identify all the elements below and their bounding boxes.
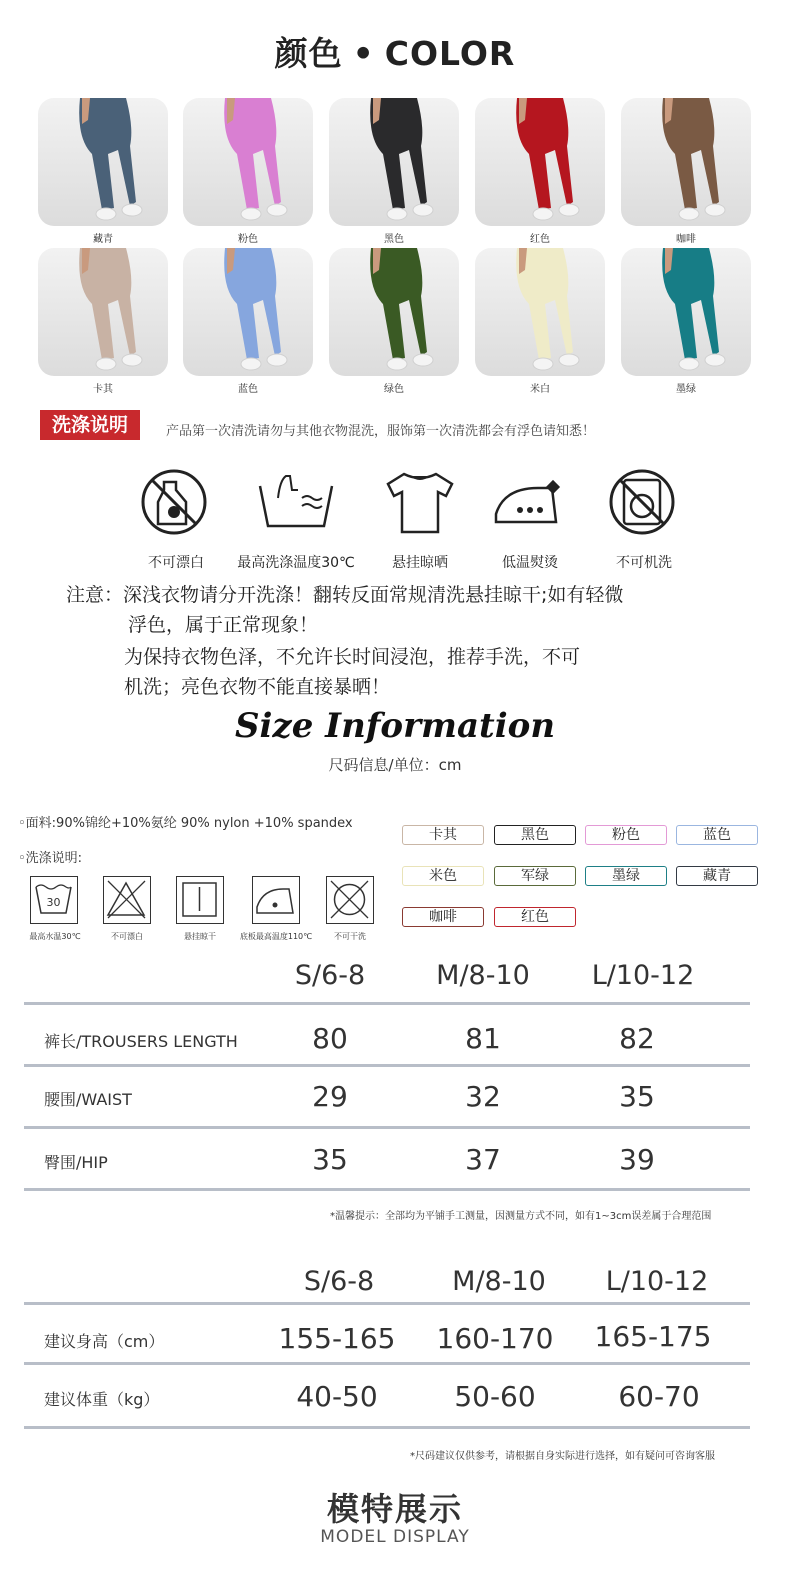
row-label-height: 建议身高（cm）	[44, 1332, 165, 1351]
water-temp-value: 30	[46, 896, 61, 909]
iron-110-label: 底板最高温度110℃	[239, 932, 313, 941]
leggings-figure-icon	[329, 98, 459, 226]
color-swatch[interactable]	[183, 248, 313, 376]
notice-line-4: 机洗；亮色衣物不能直接暴晒！	[124, 676, 391, 698]
notice-line-2: 浮色，属于正常现象！	[128, 614, 319, 636]
swatch-label: 蓝色	[238, 384, 258, 395]
hip-m: 37	[465, 1143, 501, 1176]
color-title-en: COLOR	[384, 34, 516, 73]
size-header-s: S/6-8	[294, 960, 366, 991]
weight-m: 50-60	[454, 1380, 536, 1413]
recommend-tip: *尺码建议仅供参考，请根据自身实际进行选择，如有疑问可咨询客服	[410, 1451, 715, 1462]
color-swatch[interactable]	[621, 98, 751, 226]
leggings-figure-icon	[475, 98, 605, 226]
swatch-label: 黑色	[384, 234, 404, 245]
notice-line-3: 为保持衣物色泽，不允许长时间浸泡，推荐手洗，不可	[124, 646, 581, 668]
hang-dry-icon	[380, 468, 460, 538]
color-swatch[interactable]	[475, 248, 605, 376]
table-divider	[24, 1426, 750, 1429]
no-bleach-label: 不可漂白	[148, 555, 204, 571]
color-option-box[interactable]: 黑色	[494, 825, 576, 845]
color-option-box[interactable]: 藏青	[676, 866, 758, 886]
hang-dry-small-label: 悬挂晾干	[184, 932, 216, 941]
swatch-label: 墨绿	[676, 384, 696, 395]
water-temp-30-icon	[30, 876, 78, 924]
weight-s: 40-50	[296, 1380, 378, 1413]
color-section-title	[0, 28, 790, 75]
no-bleach-small-label: 不可漂白	[111, 932, 143, 941]
table-divider	[24, 1302, 750, 1305]
hip-s: 35	[312, 1143, 348, 1176]
table-divider	[24, 1126, 750, 1129]
color-option-box[interactable]: 粉色	[585, 825, 667, 845]
swatch-label: 藏青	[93, 234, 113, 245]
color-swatch[interactable]	[183, 98, 313, 226]
no-dry-clean-label: 不可干洗	[334, 932, 366, 941]
size-info-title: Size Information	[234, 706, 556, 746]
table-divider	[24, 1002, 750, 1005]
hang-dry-label: 悬挂晾晒	[392, 555, 448, 571]
wash-temp-icon	[256, 468, 336, 538]
swatch-label: 卡其	[93, 384, 113, 395]
leggings-figure-icon	[621, 98, 751, 226]
no-dry-clean-icon	[326, 876, 374, 924]
low-iron-icon	[490, 468, 570, 538]
color-option-box[interactable]: 墨绿	[585, 866, 667, 886]
title-separator: •	[352, 34, 375, 73]
color-title-cn: 颜色	[274, 34, 343, 73]
leggings-figure-icon	[475, 248, 605, 376]
hang-dry-small-icon	[176, 876, 224, 924]
model-display-subtitle: MODEL DISPLAY	[320, 1527, 470, 1547]
size-header-l: L/10-12	[591, 960, 695, 991]
swatch-label: 咖啡	[676, 234, 696, 245]
table-divider	[24, 1064, 750, 1067]
fabric-wash-label: ◦洗涤说明:	[18, 851, 83, 866]
leggings-figure-icon	[183, 248, 313, 376]
no-bleach-small-icon	[103, 876, 151, 924]
wash-note: 产品第一次清洗请勿与其他衣物混洗，服饰第一次清洗都会有浮色请知悉！	[166, 424, 596, 439]
size-header-m: M/8-10	[436, 960, 530, 991]
waist-m: 32	[465, 1080, 501, 1113]
no-machine-wash-label: 不可机洗	[616, 555, 672, 571]
color-swatch[interactable]	[38, 98, 168, 226]
table-divider	[24, 1362, 750, 1365]
color-option-box[interactable]: 红色	[494, 907, 576, 927]
swatch-label: 米白	[530, 384, 550, 395]
water-temp-label: 最高水温30℃	[29, 932, 81, 941]
iron-110-icon	[252, 876, 300, 924]
height-m: 160-170	[436, 1322, 554, 1355]
size-info-subtitle: 尺码信息/单位：cm	[328, 756, 462, 774]
wash-instructions-tag: 洗涤说明	[40, 410, 140, 440]
no-bleach-icon	[136, 468, 216, 538]
color-swatch[interactable]	[329, 248, 459, 376]
size-tip: *温馨提示：全部均为平铺手工测量，因测量方式不同，如有1~3cm误差属于合理范围	[330, 1211, 712, 1222]
swatch-label: 红色	[530, 234, 550, 245]
fabric-material: ◦面料:90%锦纶+10%氨纶 90% nylon +10% spandex	[18, 816, 353, 831]
color-option-box[interactable]: 蓝色	[676, 825, 758, 845]
height-s: 155-165	[278, 1322, 396, 1355]
color-option-box[interactable]: 军绿	[494, 866, 576, 886]
leggings-figure-icon	[621, 248, 751, 376]
row-label-waist: 腰围/WAIST	[44, 1090, 132, 1109]
row-label-hip: 臀围/HIP	[44, 1153, 108, 1172]
color-option-box[interactable]: 卡其	[402, 825, 484, 845]
table-divider	[24, 1188, 750, 1191]
wash-temp-label: 最高洗涤温度30℃	[237, 555, 355, 571]
rec-header-l: L/10-12	[605, 1266, 709, 1297]
color-swatch[interactable]	[475, 98, 605, 226]
row-label-length: 裤长/TROUSERS LENGTH	[44, 1032, 238, 1051]
model-display-title: 模特展示	[326, 1490, 463, 1528]
row-label-weight: 建议体重（kg）	[44, 1390, 160, 1409]
low-iron-label: 低温熨烫	[502, 555, 558, 571]
color-swatch[interactable]	[38, 248, 168, 376]
color-option-box[interactable]: 咖啡	[402, 907, 484, 927]
length-l: 82	[619, 1022, 655, 1055]
height-l: 165-175	[594, 1320, 712, 1353]
swatch-label: 绿色	[384, 384, 404, 395]
no-machine-wash-icon	[604, 468, 684, 538]
leggings-figure-icon	[183, 98, 313, 226]
weight-l: 60-70	[618, 1380, 700, 1413]
color-swatch[interactable]	[621, 248, 751, 376]
rec-header-m: M/8-10	[452, 1266, 546, 1297]
swatch-label: 粉色	[238, 234, 258, 245]
length-s: 80	[312, 1022, 348, 1055]
notice-line-1: 注意：深浅衣物请分开洗涤！翻转反面常规清洗悬挂晾干;如有轻微	[66, 584, 624, 606]
leggings-figure-icon	[329, 248, 459, 376]
hip-l: 39	[619, 1143, 655, 1176]
leggings-figure-icon	[38, 248, 168, 376]
color-option-box[interactable]: 米色	[402, 866, 484, 886]
rec-header-s: S/6-8	[303, 1266, 375, 1297]
waist-l: 35	[619, 1080, 655, 1113]
color-swatch[interactable]	[329, 98, 459, 226]
waist-s: 29	[312, 1080, 348, 1113]
length-m: 81	[465, 1022, 501, 1055]
leggings-figure-icon	[38, 98, 168, 226]
